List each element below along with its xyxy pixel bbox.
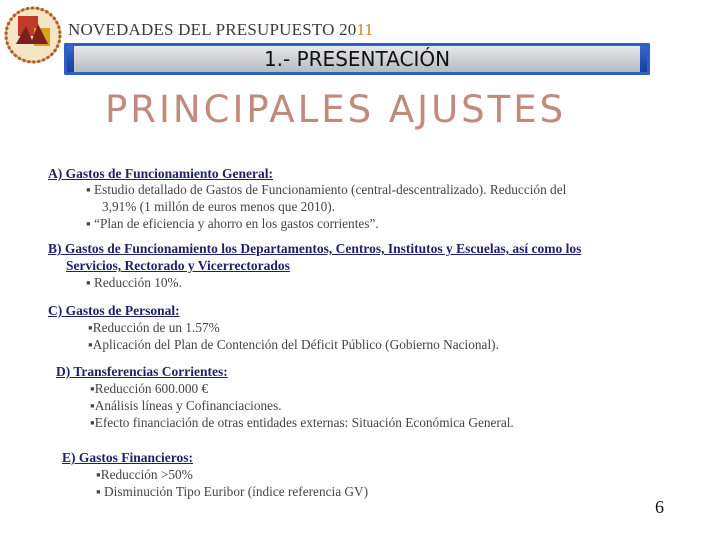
section-b-title-line2: Servicios, Rectorado y Vicerrectorados xyxy=(66,258,290,273)
section-c-title: C) Gastos de Personal: xyxy=(48,303,180,318)
section-d-item-1: ▪Reducción 600.000 € xyxy=(90,381,209,396)
section-b-item-1: ▪ Reducción 10%. xyxy=(86,275,182,290)
section-c-item-1: ▪Reducción de un 1.57% xyxy=(88,320,220,335)
section-c-item-2: ▪Aplicación del Plan de Contención del Déficit Público (Gobierno Nacional). xyxy=(88,337,499,352)
section-b-title-line1: B) Gastos de Funcionamiento los Departamentos, Centros, Institutos y Escuelas, así como los xyxy=(48,241,582,256)
presentation-title: NOVEDADES DEL PRESUPUESTO 2011 xyxy=(68,20,374,39)
section-a-item-1-cont: 3,91% (1 millón de euros menos que 2010). xyxy=(102,199,336,214)
section-e-title: E) Gastos Financieros: xyxy=(62,450,193,465)
section-e-item-1: ▪Reducción >50% xyxy=(96,467,193,482)
section-d-title: D) Transferencias Corrientes: xyxy=(56,364,228,379)
section-e-item-2: ▪ Disminución Tipo Euribor (índice referencia GV) xyxy=(96,484,369,499)
page-number: 6 xyxy=(655,497,664,517)
section-d-item-3: ▪Efecto financiación de otras entidades externas: Situación Económica General. xyxy=(90,415,514,430)
section-a-item-2: ▪ “Plan de eficiencia y ahorro en los gastos corrientes”. xyxy=(86,216,379,231)
section-a-item-1: ▪ Estudio detallado de Gastos de Funcionamiento (central-descentralizado). Reducción del xyxy=(86,182,567,197)
banner-label: 1.- PRESENTACIÓN xyxy=(263,47,451,71)
section-a-title: A) Gastos de Funcionamiento General: xyxy=(48,166,273,181)
main-heading: PRINCIPALES AJUSTES xyxy=(105,88,567,131)
section-d-item-2: ▪Análisis líneas y Cofinanciaciones. xyxy=(90,398,282,413)
